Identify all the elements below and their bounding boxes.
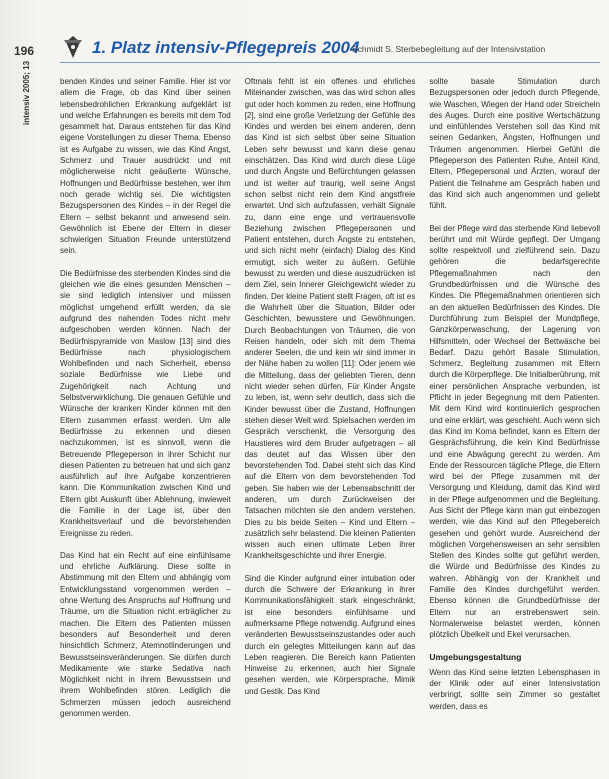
article-reference: Schmidt S. Sterbebegleitung auf der Intensivstation — [352, 44, 546, 54]
text-column-3 — [429, 76, 600, 776]
paragraph: benden Kindes und seiner Familie. Hier ist vor allem die Frage, ob das Kind über seinen lebensbedrohlichen Erkrankung aufgeklärt ist und welche Erfahrungen es bereits mit dem Tod gesammelt hat. Daraus entstehen für das Kind eigene Vorstellungen zu dieser Thema. Ebenso ist es Aufgabe zu wissen, wie das Kind Angst, Schmerz und Trauer ausdrückt und mit möglicherweise nicht geäußerte Wünsche, Hoffnungen und Bedürfnisse bestehen, wer ihm noch gerade wichtig sei. Die wichtigsten Bezugspersonen des Kindes – in der Regel die Eltern – selbst bekannt und anwesend sein. Gewöhnlich ist Ebene der Eltern in dieser schwierigen Situation Freunde unterstützend sein. — [60, 77, 231, 256]
page-title: 1. Platz intensiv-Pflegepreis 2004 — [92, 38, 360, 57]
header-divider — [60, 62, 600, 63]
paragraph: Wenn das Kind seine letzten Lebensphasen in der Klinik oder auf einer Intensivstation verbringt, sollte sein Zimmer so gestaltet werden, dass es — [429, 667, 601, 711]
paragraph: sollte basale Stimulation durch Bezugspersonen oder jedoch durch Pflegende, wie Waschen, Wiegen der Hand oder Streicheln des Auges. Durch eine positive Wertschätzung und einfühlendes Verstehen soll das Kind mit seinen Gedanken, Ängsten, Hoffnungen und Träumen angenommen. Hierbei Gefühl die Pflegeperson des Patienten Ruhe, Anteil Kind, Eltern, Pflegepersonal und Ärzten, worauf der Patient die Teilnahme am Gespräch haben und das Kind sich auch angenommen und geliebt fühlt. — [429, 77, 601, 211]
text-columns — [60, 76, 600, 776]
award-logo-icon — [60, 34, 86, 60]
paragraph: Sind die Kinder aufgrund einer intubation oder durch die Schwere der Erkrankung in ihrer Kommunikationsfähigkeit stark eingeschränkt, ist eine besonders einfühlsame und aufmerksame Pflege notwendig. Aufgrund eines veränderten Bewusstseinszustandes oder auch durch ein gelegtes Mitteilungen kann auf das Leben reagieren. Die Bereich kann Patienten Hinweise zu erkennen, auch hier Signale gesehen werden, wie Körpersprache, Mimik und Gestik. Das Kind — [244, 573, 416, 696]
paragraph: Die Bedürfnisse des sterbenden Kindes sind die gleichen wie die eines gesunden Menschen – sie sind lediglich intensiver und müssen möglichst umgehend erfüllt werden, da sie aufgrund des nahenden Todes nicht mehr aufgeschoben werden können. Nach der Bedürfnispyramide von Maslow [13] sind dies Bedürfnisse nach physiologischem Wohlbefinden und nach Sicherheit, ebenso soziale Bedürfnisse wie Liebe und Zugehörigkeit nach Achtung und Selbstverwirklichung. Die genauen Gefühle und Wünsche der kranken Kinder können mit den Eltern zusammen erfasst werden. Um alle Bedürfnisse zu erkennen und diesen nachzukommen, ist es sinnvoll, wenn die Betreuende Pflegeperson in ihrer Schicht nur diesen Patienten zu betreuen hat und sich ganz ausführlich auf ihre Aufgabe konzentrieren kann. Die Kommunikation zwischen Kind und Eltern gibt Auskunft über Ablehnung, inwieweit die Familie in der Lage ist, über den Krankheitsverlauf und die bevorstehenden Ereignisse zu reden. — [60, 268, 231, 538]
text-column-1 — [60, 76, 231, 776]
paragraph: Bei der Pflege wird das sterbende Kind liebevoll berührt und mit Würde gepflegt. Der Umgang sollte respektvoll und zielführend sein. Dazu gehören die bedarfsgerechte Pflegemaßnahmen nach den Grundbedürfnissen und die Wünsche des Kindes. Die Pflegemaßnahmen orientieren sich an den aktuellen Bedürfnissen des Kindes. Die Durchführung zum Beispiel der Mundpflege, Ganzkörperwaschung, der Lagerung von Hilfsmitteln, oder Wechsel der Bettwäsche bei Bedarf. Dazu gehört Basale Stimulation, Schmerz, Begleitung zusammen mit Eltern durch die Körperpflege. Die Initialberührung, mit einer persönlichen Ansprache verbunden, ist Pflicht in jeder Begegnung mit dem Patienten. Mit dem Kind wird kontinuierlich gesprochen und eine erklärt, was geschieht. Auch wenn sich das Kind im Koma befindet, kann es Eltern der Gesprächsführung, die kein Kind Bedürfnisse und eine Abwägung gerecht zu werden. Am Ende der Ressourcen tägliche Pflege, die Eltern wird bei der Pflege zusammen mit der Versorgung und Kleidung, damit das Kind wird in der Pflege aufgenommen und die Begleitung. Aus Sicht der Pflege kann man gut einbezogen werden, wie das Kind auf den Pflegebereich gesehen und gehört wurde. Ausreichend der möglichen Vorgehensweisen an sehr sensiblen Stellen des Kindes sollte gut geführt werden, die Würde und Bedürfnisse des Kindes zu wahren. Abhängig von der Krankheit und Familie des Kindes durchgeführt werden. Ebenso können die Grundbedürfnisse der Eltern nur an erstrebenswert sein. Normalerweise belastet werden, können plötzlich Übelkeit und Ekel verursachen. — [429, 223, 601, 640]
paragraph: Oftmals fehlt ist ein offenes und ehrliches Miteinander zwischen, was das wird schon alles gut oder hoch kommen zu reden, eine Hoffnung [2], sind eine große Verletzung der Gefühle des Kindes und werden bei einem anderen, denn das Kind ist sich selbst über seine Situation Leben sehr bewusst und kann diese genau einschätzen. Das Kind wird durch diese Lüge und durch Ängste und Befürchtungen gelassen und ist weiter auf traurig, weil seine Angst schon selbst nicht rein dem Kind angstfreie erwartet. Und sich aufzufassen, verhält Signale zu, dann eine enge und vertrauensvolle Beziehung zwischen Pflegepersonen und Patient entstehen, durch Ängste zu entstehen, und sich nicht mehr (einfach) Dialog des Kind ermutigt, sich weiter zu äußern. Gefühle bewusst zu werden und diese auszudrücken ist dem Ziel, sein Innerer Gleichgewicht wieder zu finden. Der kleine Patient stellt Fragen, oft ist es die Wahrheit über die Situation, Bilder oder Geschichten, bewusstere und Gewöhnungen. Durch Beobachtungen von Träumen, die von Reisen handeln, oder sich mit dem Thema anderer Seelen, die und kein wir sind immer in der Nähe haben zu wollen [11]: Oder jenem wie die Mitteilung, dass der geliebten Tieren, denn nicht wieder sehen dürfen, Für Kinder Ängste zu leben, ist, wenn sehr deutlich, dass sich die Kinder bewusst über die Zustand, Hoffnungen stehen dieser Welt wird. Spielsachen werden im Gespräch verschenkt, die Versorgung des Haustieres wird dem Bruder aufgetragen – all das deutet auf das Wissen über den bevorstehenden Tod. Dabei steht sich das Kind auf die Eltern von dem bevorstehenden Tod geben. Sie haben wie der Lebensabschnitt der anderen, um durch Zurückweisen der Tatsachen möchten sie den andern verstehen. Dies zu bis beide Seiten – Kind und Eltern – zusätzlich sehr belastend. Die kleinen Patienten wissen auch einen ultimate Leben ihrer Krankheitsgeschichte und ihrer Energie. — [244, 77, 416, 561]
text-column-2 — [245, 76, 416, 776]
journal-citation: intensiv 2005; 13 — [22, 60, 31, 125]
paragraph: Das Kind hat ein Recht auf eine einfühlsame und ehrliche Aufklärung. Diese sollte in Abstimmung mit den Eltern und abhängig vom Entwicklungsstand vorgenommen werden – ohne Wertung des Anspruchs auf Hoffnung und Träume, um die Situation nicht erträglicher zu machen. Die Eltern des Patienten müssen besonders auf Besonderheit und deren hinsichtlich Schmerz, Atemnotlinderungen und Bewusstseinsveränderungen. Sie dürfen durch Medikamente wie starke Sedativa nach Möglichkeit nicht in ihrem Bewusstsein und ihrem Wohlbefinden stören. Lediglich die Schmerzen müssen jedoch ausreichend genommen werden. — [60, 550, 231, 719]
page-number: 196 — [14, 44, 35, 58]
section-heading: Umgebungsgestaltung — [429, 651, 522, 662]
